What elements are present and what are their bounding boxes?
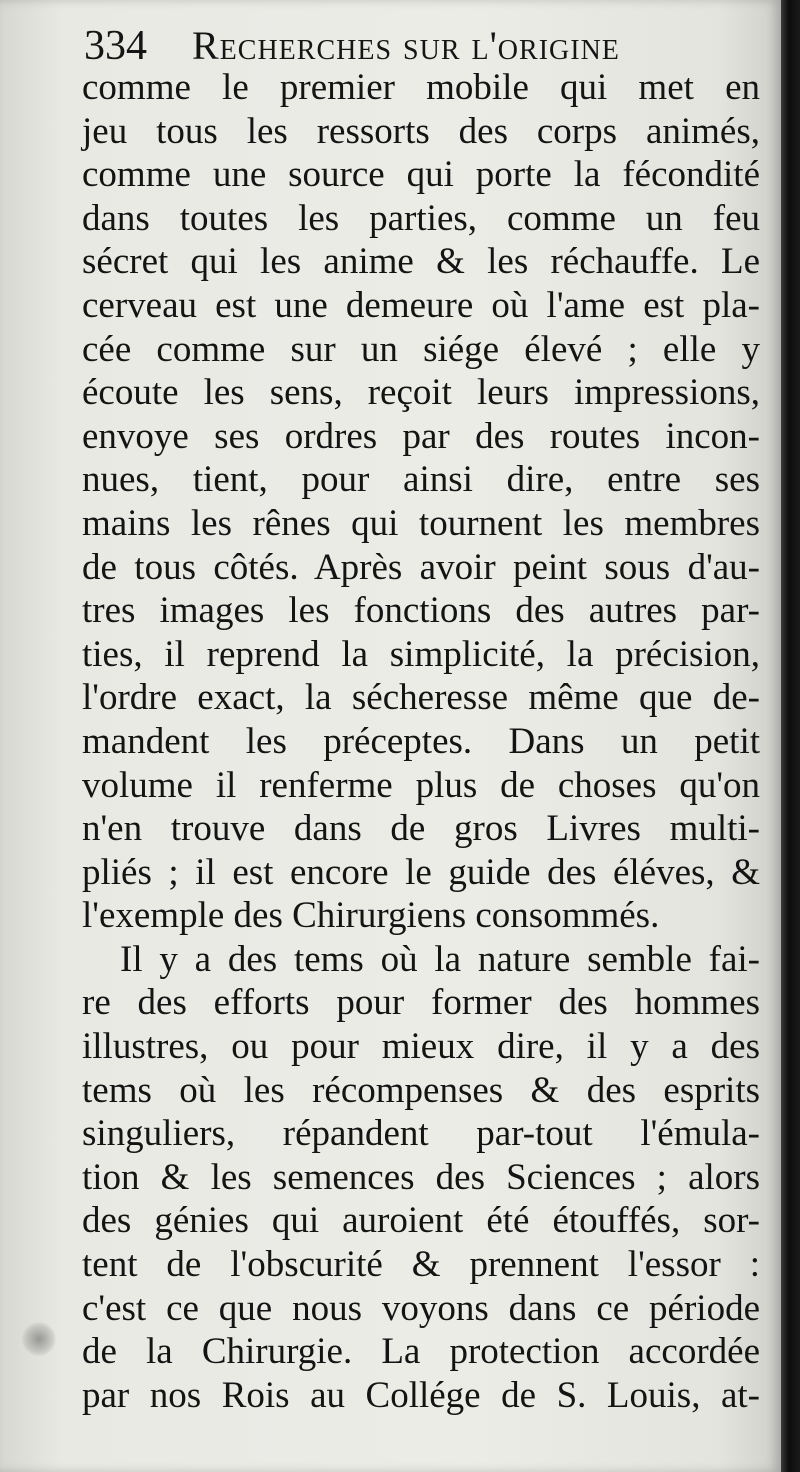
page-header xyxy=(84,22,734,70)
text-line: c'est ce que nous voyons dans ce période xyxy=(82,1287,760,1329)
paper-stain xyxy=(22,1322,56,1356)
text-line: illustres, ou pour mieux dire, il y a des xyxy=(82,1026,760,1068)
text-line: envoye ses ordres par des routes incon- xyxy=(82,415,760,457)
text-line: tems où les récompenses & des esprits xyxy=(82,1069,760,1111)
text-line: écoute les sens, reçoit leurs impressions, xyxy=(82,372,760,414)
text-line: jeu tous les ressorts des corps animés, xyxy=(82,110,760,152)
page-number: 334 xyxy=(84,23,147,69)
page-edge-shadow xyxy=(781,0,800,1472)
paragraph-start-line: Il y a des tems où la nature semble fai- xyxy=(120,938,760,980)
text-line: de tous côtés. Après avoir peint sous d'au- xyxy=(82,546,760,588)
text-line: des génies qui auroient été étouffés, sor- xyxy=(82,1200,760,1242)
text-line: tent de l'obscurité & prennent l'essor : xyxy=(82,1244,760,1286)
text-line: ties, il reprend la simplicité, la précision, xyxy=(82,633,760,675)
paragraph-end-line: l'exemple des Chirurgiens consommés. xyxy=(82,895,660,937)
text-line: pliés ; il est encore le guide des éléves, & xyxy=(82,851,760,893)
text-line: singuliers, répandent par-tout l'émula- xyxy=(82,1113,760,1155)
text-line: mains les rênes qui tournent les membres xyxy=(82,502,760,544)
text-line: cée comme sur un siége élevé ; elle y xyxy=(82,328,760,370)
text-line: mandent les préceptes. Dans un petit xyxy=(82,720,760,762)
text-line: l'ordre exact, la sécheresse même que de- xyxy=(82,677,760,719)
text-line: re des efforts pour former des hommes xyxy=(82,982,760,1024)
text-line: nues, tient, pour ainsi dire, entre ses xyxy=(82,459,760,501)
text-line: sécret qui les anime & les réchauffe. Le xyxy=(82,241,760,283)
text-line: tion & les semences des Sciences ; alors xyxy=(82,1156,760,1198)
text-line: volume il renferme plus de choses qu'on xyxy=(82,764,760,806)
running-head: Recherches sur l'origine xyxy=(192,23,620,68)
text-line: comme le premier mobile qui met en xyxy=(82,67,760,108)
text-line: dans toutes les parties, comme un feu xyxy=(82,197,760,239)
text-line: de la Chirurgie. La protection accordée xyxy=(82,1331,760,1373)
body-text xyxy=(82,66,760,1417)
text-line: par nos Rois au Collége de S. Louis, at- xyxy=(82,1374,760,1416)
text-line: comme une source qui porte la fécondité xyxy=(82,154,760,196)
text-line: tres images les fonctions des autres par- xyxy=(82,590,760,632)
text-line: cerveau est une demeure où l'ame est pla- xyxy=(82,284,760,326)
text-line: n'en trouve dans de gros Livres multi- xyxy=(82,808,760,850)
